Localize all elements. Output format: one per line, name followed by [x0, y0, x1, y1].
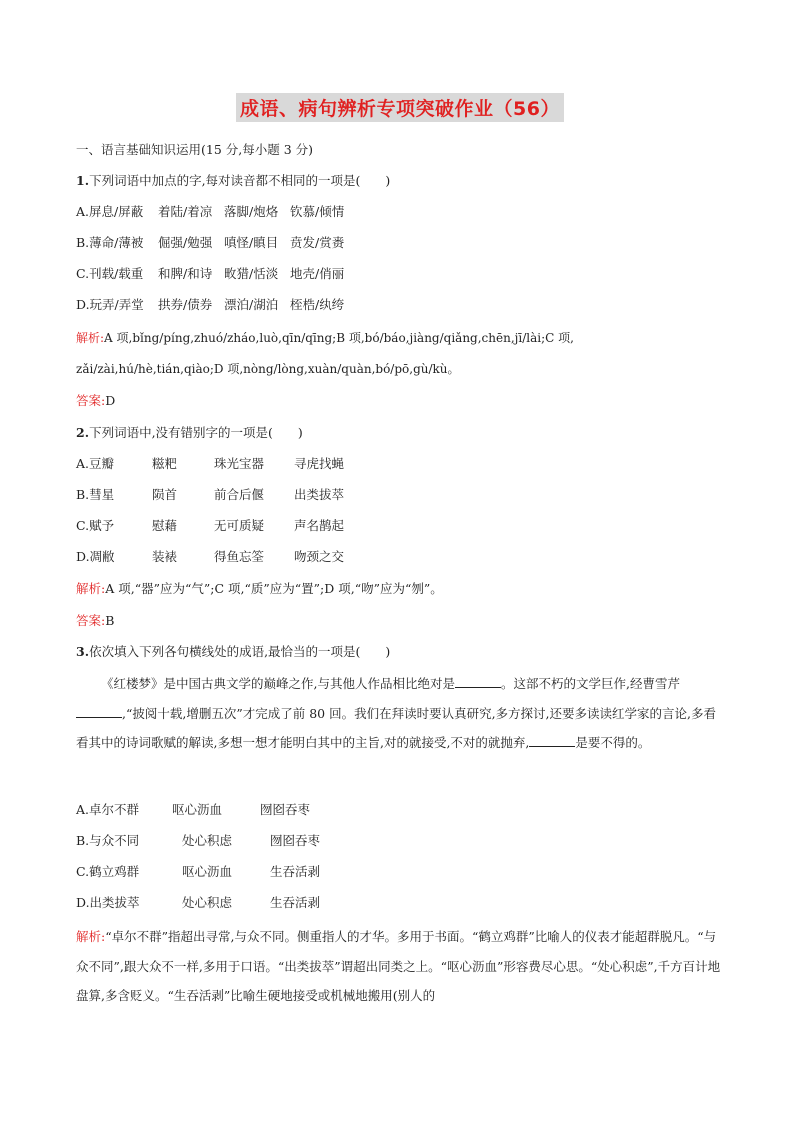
question-1-option-c: C.刊载/载重 和脾/和诗 畋猎/恬淡 地壳/俏丽: [76, 266, 345, 281]
question-3-stem: 3.依次填入下列各句横线处的成语,最恰当的一项是( ): [76, 644, 391, 659]
question-1-stem: 1.下列词语中加点的字,每对读音都不相同的一项是( ): [76, 173, 391, 188]
question-1-option-d: D.玩弄/弄堂 拱券/债券 漂泊/湖泊 桎梏/纨绔: [76, 297, 345, 312]
question-2-stem: 2.下列词语中,没有错别字的一项是( ): [76, 425, 303, 440]
question-2-analysis: 解析:A 项,“器”应为“气”;C 项,“质”应为“置”;D 项,“吻”应为“刎”。: [76, 581, 443, 596]
question-2-option-b: B.彗星 陨首 前合后偃 出类拔萃: [76, 487, 345, 502]
blank-2: [76, 707, 122, 718]
question-2-answer: 答案:B: [76, 613, 115, 628]
page-title: 成语、病句辨析专项突破作业（56）: [0, 93, 800, 122]
question-2-option-c: C.赋予 慰藉 无可质疑 声名鹊起: [76, 518, 345, 533]
blank-1: [455, 677, 501, 688]
question-1-option-b: B.薄命/薄被 倔强/勉强 嗔怪/瞋目 贲发/赏赉: [76, 235, 345, 250]
question-3-option-d: D.出类拔萃 处心积虑 生吞活剥: [76, 895, 321, 910]
question-1-analysis: 解析:A 项,bǐng/píng,zhuó/zháo,luò,qīn/qīng;B 项,bó/báo,jiàng/qiǎng,chēn,jī/lài;C 项,: [76, 331, 574, 345]
section-heading: 一、语言基础知识运用(15 分,每小题 3 分): [76, 142, 314, 157]
blank-3: [529, 736, 575, 747]
question-1-answer: 答案:D: [76, 393, 116, 408]
question-1-option-a: A.屏息/屏蔽 着陆/着凉 落脚/炮烙 钦慕/倾情: [76, 204, 345, 219]
question-3-option-b: B.与众不同 处心积虑 囫囵吞枣: [76, 833, 321, 848]
question-3-analysis: 解析:“卓尔不群”指超出寻常,与众不同。侧重指人的才华。多用于书面。“鹤立鸡群”比喻人的仪表才能超群脱凡。“与众不同”,跟大众不一样,多用于口语。“出类拔萃”谓超出同类之上。“呕心沥血”形容费尽心思。“处心积虑”,千方百计地盘算,多含贬义。“生吞活剥”比喻生硬地接受或机械地搬用(别人的: [76, 929, 721, 1003]
question-2-option-a: A.豆瓣 糍粑 珠光宝器 寻虎找蝇: [76, 456, 345, 471]
question-2-option-d: D.凋敝 装裱 得鱼忘筌 吻颈之交: [76, 549, 345, 564]
question-1-analysis-cont: zǎi/zài,hú/hè,tián,qiào;D 项,nòng/lòng,xuàn/quàn,bó/pō,gù/kù。: [76, 362, 460, 376]
question-3-passage: 《红楼梦》是中国古典文学的巅峰之作,与其他人作品相比绝对是 。这部不朽的文学巨作,经曹雪芹,“披阅十载,增删五次”才完成了前 80 回。我们在拜读时要认真研究,多方探讨,还要多读读红学家的言论,多看看其中的诗词歌赋的解读,多想一想才能明白其中的主旨,对的就接受,不对的就抛弃, 是要不得的。: [76, 676, 717, 750]
question-3-option-c: C.鹤立鸡群 呕心沥血 生吞活剥: [76, 864, 321, 879]
question-3-option-a: A.卓尔不群 呕心沥血 囫囵吞枣: [76, 802, 311, 817]
